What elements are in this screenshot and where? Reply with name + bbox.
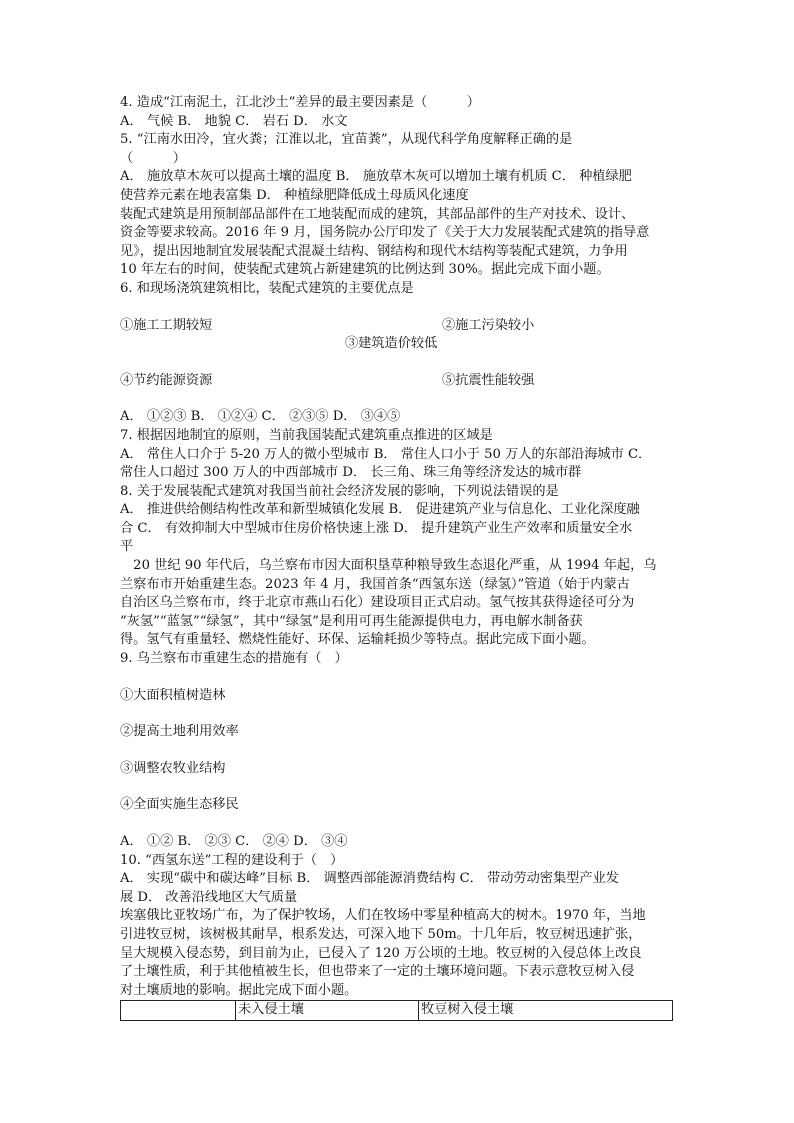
spacer: [120, 390, 676, 408]
question-6-item-1: ①施工工期较短: [120, 317, 213, 333]
table-header-cell: 牧豆树入侵土壤: [419, 1001, 673, 1021]
passage-2-line: 兰察布市开始重建生态。2023 年 4 月，我国首条“西氢东送（绿氢）”管道（始于内蒙古: [120, 576, 630, 592]
table-header-row: [121, 1001, 673, 1021]
question-6-item-4: ④节约能源资源: [120, 372, 213, 388]
spacer: [120, 742, 676, 760]
question-9-item-2: ②提高土地利用效率: [120, 724, 239, 740]
question-4-options: A． 气候 B． 地貌 C． 岩石 D． 水文: [120, 113, 348, 129]
question-7-options: A． 常住人口介于 5-20 万人的微小型城市 B． 常住人口小于 50 万人的东部沿海城市 C．: [120, 446, 652, 462]
question-6-items-row-3: [120, 372, 676, 391]
question-9-stem: 9. 乌兰察布市重建生态的措施有（ ）: [120, 651, 348, 667]
passage-3-line: 呈大规模入侵态势，到目前为止，已侵入了 120 万公顷的土地。牧豆树的入侵总体上改良: [120, 945, 642, 961]
table-header-cell: [121, 1001, 236, 1021]
question-6-item-2: ②施工污染较小: [442, 317, 535, 333]
passage-1-line: 装配式建筑是用预制部品部件在工地装配而成的建筑，其部品部件的生产对技术、设计、: [120, 206, 635, 222]
question-10-options: A． 实现“碳中和碳达峰”目标 B． 调整西部能源消费结构 C． 带动劳动密集型产业发: [120, 871, 619, 887]
question-10-options-continued: 展 D． 改善沿线地区大气质量: [120, 889, 298, 905]
question-5-stem: 5. “江南水田冷，宜火粪；江淮以北，宜苗粪”，从现代科学角度解释正确的是: [120, 132, 573, 148]
question-6-item-5: ⑤抗震性能较强: [442, 372, 535, 388]
spacer: [120, 705, 676, 723]
question-6-items-row-2: [120, 335, 676, 354]
question-8-options-continued: 合 C． 有效抑制大中型城市住房价格快速上涨 D． 提升建筑产业生产效率和质量安全水: [120, 520, 633, 536]
question-8-options-continued: 平: [120, 539, 134, 555]
passage-1-line: 见》，提出因地制宜发展装配式混凝土结构、钢结构和现代木结构等装配式建筑，力争用: [120, 243, 628, 259]
question-6-options: A． ①②③ B． ①②④ C． ②③⑤ D． ③④⑤: [120, 409, 401, 425]
spacer: [120, 299, 676, 317]
question-6-items-row-1: [120, 317, 676, 336]
soil-texture-table: [120, 1000, 673, 1021]
question-7-options-continued: 常住人口超过 300 万人的中西部城市 D． 长三角、珠三角等经济发达的城市群: [120, 465, 582, 481]
question-4-stem: 4. 造成“江南泥土，江北沙土”差异的最主要因素是（ ）: [120, 95, 480, 110]
passage-3-line: 对土壤质地的影响。据此完成下面小题。: [120, 982, 358, 998]
question-10-stem: 10. “西氢东送”工程的建设利于（ ）: [120, 852, 344, 868]
question-7-stem: 7. 根据因地制宜的原则，当前我国装配式建筑重点推进的区域是: [120, 427, 493, 443]
spacer: [120, 815, 676, 833]
question-6-item-3: ③建筑造价较低: [345, 336, 438, 352]
passage-1-line: 资金等要求较高。2016 年 9 月，国务院办公厅印发了《关于大力发展装配式建筑的指导意: [120, 225, 650, 241]
question-9-item-4: ④全面实施生态移民: [120, 797, 239, 813]
spacer: [120, 669, 676, 687]
question-5-options-continued: 使营养元素在地表富集 D． 种植绿肥降低成土母质风化速度: [120, 187, 469, 203]
passage-3-line: 了土壤性质，利于其他植被生长，但也带来了一定的土壤环境问题。下表示意牧豆树入侵: [120, 964, 635, 980]
passage-2-line: “灰氢”“蓝氢”“绿氢”，其中“绿氢”是利用可再生能源提供电力，再电解水制备获: [120, 613, 583, 629]
question-9-options: A． ①② B． ②③ C． ②④ D． ③④: [120, 834, 348, 849]
table-header-cell: 未入侵土壤: [236, 1001, 419, 1021]
question-6-stem: 6. 和现场浇筑建筑相比，装配式建筑的主要优点是: [120, 280, 414, 296]
spacer: [120, 778, 676, 796]
question-9-item-1: ①大面积植树造林: [120, 687, 226, 703]
spacer: [120, 354, 676, 372]
passage-2-line: 得。氢气有重量轻、燃烧性能好、环保、运输耗损少等特点。据此完成下面小题。: [120, 632, 595, 648]
document-content: [120, 94, 676, 1021]
passage-2-line: 自治区乌兰察布市，终于北京市燕山石化）建设项目正式启动。氢气按其获得途径可分为: [120, 595, 635, 611]
question-8-stem: 8. 关于发展装配式建筑对我国当前社会经济发展的影响，下列说法错误的是: [120, 483, 559, 499]
question-5-stem-bracket: （ ）: [120, 150, 186, 166]
passage-3-line: 埃塞俄比亚牧场广布，为了保护牧场，人们在牧场中零星种植高大的树木。1970 年，当地: [120, 908, 646, 924]
question-5-options: A． 施放草木灰可以提高土壤的温度 B． 施放草木灰可以增加土壤有机质 C． 种植绿肥: [120, 169, 632, 185]
passage-1-line: 10 年左右的时间，使装配式建筑占新建建筑的比例达到 30%。据此完成下面小题。: [120, 262, 610, 278]
passage-3-line: 引进牧豆树，该树极其耐旱，根系发达，可深入地下 50m。十几年后，牧豆树迅速扩张，: [120, 926, 642, 942]
question-8-options: A． 推进供给侧结构性改革和新型城镇化发展 B． 促进建筑产业与信息化、工业化深度融: [120, 502, 640, 518]
question-9-item-3: ③调整农牧业结构: [120, 760, 226, 776]
passage-2-line: 20 世纪 90 年代后，乌兰察布市因大面积垦草种粮导致生态退化严重，从 1994 年起，乌: [120, 558, 657, 574]
